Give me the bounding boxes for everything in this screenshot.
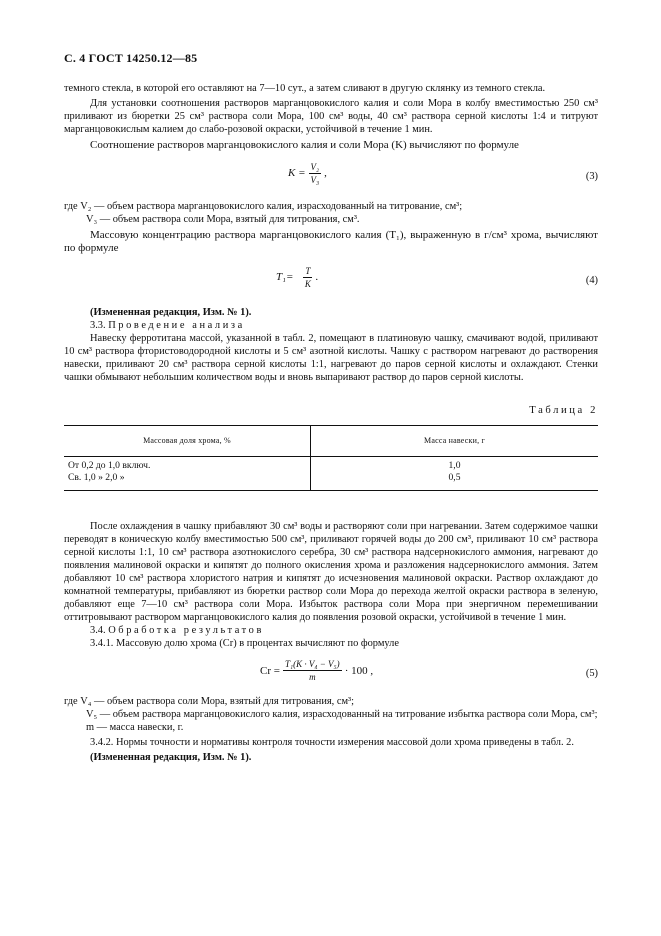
formula-4-body (276, 265, 318, 290)
where-3-line-2: V₃ — объем раствора соли Мора, взятый для титрования, см³. (86, 214, 360, 226)
table-header-chromium: Массовая доля хрома, % (64, 426, 311, 457)
formula-3-fraction (309, 161, 322, 186)
formula-4-fraction (303, 265, 312, 290)
table-header-row (64, 426, 598, 457)
table-2 (64, 425, 598, 491)
formula-3-body (288, 161, 327, 186)
formula-4-tail: . (315, 271, 319, 284)
where-3-line-1: где V₂ — объем раствора марганцовокислого калия, израсходованный на титрование, см³; (64, 201, 463, 213)
paragraph-continuation: темного стекла, в которой его оставляют на 7—10 сут., а затем сливают в другую склянку из темного стекла. (64, 82, 546, 94)
table-cell-mass: 0,5 (448, 472, 461, 484)
where-5-line-1: где V₄ — объем раствора соли Мора, взятый для титрования, см³; (64, 696, 355, 708)
formula-5-body (260, 658, 373, 683)
formula-5-denominator: m (309, 672, 316, 683)
section-3-4-1: 3.4.1. Массовую долю хрома (Cr) в процентах вычисляют по формуле (90, 637, 399, 649)
formula-5-tail: · 100 , (344, 664, 374, 677)
where-5-line-2: V₅ — объем раствора марганцовокислого калия, израсходованный на титрование избытка раствора соли Мора, см³; (86, 709, 598, 721)
formula-3-denominator: V₃ (310, 175, 320, 186)
formula-5-numerator: T₁(K · V₄ − V₅) (284, 659, 340, 670)
formula-3-number: (3) (585, 171, 598, 183)
section-3-3-number: 3.3. (90, 319, 106, 331)
formula-4-lhs: T₁= (276, 271, 294, 284)
where-block-3 (64, 201, 598, 227)
formula-3-tail: , (324, 167, 327, 180)
section-3-4-2: 3.4.2. Нормы точности и нормативы контроля точности измерения массовой доли хрома приведены в табл. 2. (90, 737, 574, 749)
where-block-5 (64, 696, 598, 735)
formula-4-number: (4) (585, 275, 598, 287)
edit-note-2: (Измененная редакция, Изм. № 1). (90, 752, 252, 764)
section-3-3-title: Проведение анализа (108, 319, 245, 331)
formula-3 (64, 161, 598, 195)
table-cell-mass: 1,0 (448, 460, 461, 472)
paragraph-concentration-intro: Массовую концентрацию раствора марганцовокислого калия (T₁), выраженную в г/см³ хрома, вычисляют по формуле (64, 229, 598, 255)
table-cell-range: Св. 1,0 » 2,0 » (64, 472, 311, 484)
formula-3-lhs: K = (288, 167, 306, 180)
paragraph-sample-prep: Навеску ферротитана массой, указанной в табл. 2, помещают в платиновую чашку, смачивают водой, приливают 10 см³ раствора фтористоводородной кислоты и 5 см³ азотной кислоты. Чашку с раствором нагревают до растворения навески, приливают 20 см³ раствора серной кислоты 1:1, нагревают до паров серной кислоты и охлаждают. Стенки чашки обмывают небольшим количеством воды и вновь выпаривают раствор до паров серной кислоты. (64, 332, 598, 383)
page-header: С. 4 ГОСТ 14250.12—85 (64, 51, 198, 65)
edit-note-1: (Измененная редакция, Изм. № 1). (90, 307, 252, 319)
table-row (64, 472, 598, 484)
formula-4 (64, 265, 598, 299)
table-bottom-rule (64, 484, 598, 491)
paragraph-oxidation: После охлаждения в чашку прибавляют 30 см³ воды и растворяют соли при нагревании. Затем содержимое чашки переводят в коническую колбу вместимостью 500 см³, приливают горячей воды до 200 см³, приливают 10 см³ раствора серной кислоты 1:1, 10 см³ раствора азотнокислого серебра, 30 см³ раствора надсернокислого аммония, нагревают до появления малиновой окраски и кипятят до полного окисления хрома и разложения надсернокислого аммония. Затем добавляют 10 см³ раствора хлористого натрия и кипятят до исчезновения малиновой окраски. Раствор охлаждают до комнатной температуры, прибавляют из бюретки раствор соли Мора до перехода желтой окраски раствора в зеленую, добавляют еще 7—10 см³ раствора соли Мора. Избыток раствора соли Мора при энергичном перемешивании оттитровывают раствором марганцовокислого калия до появления розовой окраски, устойчивой в течение 1 мин. (64, 521, 598, 623)
where-5-line-3: m — масса навески, г. (86, 722, 184, 734)
formula-4-numerator: T (305, 266, 311, 277)
formula-3-numerator: V₂ (310, 162, 320, 173)
formula-5-fraction (283, 658, 342, 683)
paragraph-ratio-intro: Соотношение растворов марганцовокислого калия и соли Мора (K) вычисляют по формуле (90, 138, 519, 151)
page-content (64, 52, 598, 765)
table-header-mass: Масса навески, г (311, 426, 599, 457)
formula-5 (64, 658, 598, 694)
formula-4-denominator: K (304, 279, 311, 290)
paragraph-ratio-setup: Для установки соотношения растворов марганцовокислого калия и соли Мора в колбу вместимостью 250 см³ приливают из бюретки 25 см³ раствора соли Мора, 100 см³ воды, 40 см³ раствора серной кислоты 1:4 и титруют марганцовокислым калием до слабо-розовой окраски, устойчивой в течение 1 мин. (64, 97, 598, 135)
section-3-4-number: 3.4. (90, 624, 106, 636)
section-3-4-title: Обработка результатов (108, 624, 264, 636)
section-3-3-heading (64, 320, 598, 333)
table-row (64, 457, 598, 473)
formula-5-lhs: Cr = (260, 664, 280, 677)
table-cell-range: От 0,2 до 1,0 включ. (64, 457, 311, 473)
section-3-4-heading (64, 625, 598, 638)
formula-5-number: (5) (585, 668, 598, 680)
table-2-caption: Таблица 2 (529, 404, 598, 416)
